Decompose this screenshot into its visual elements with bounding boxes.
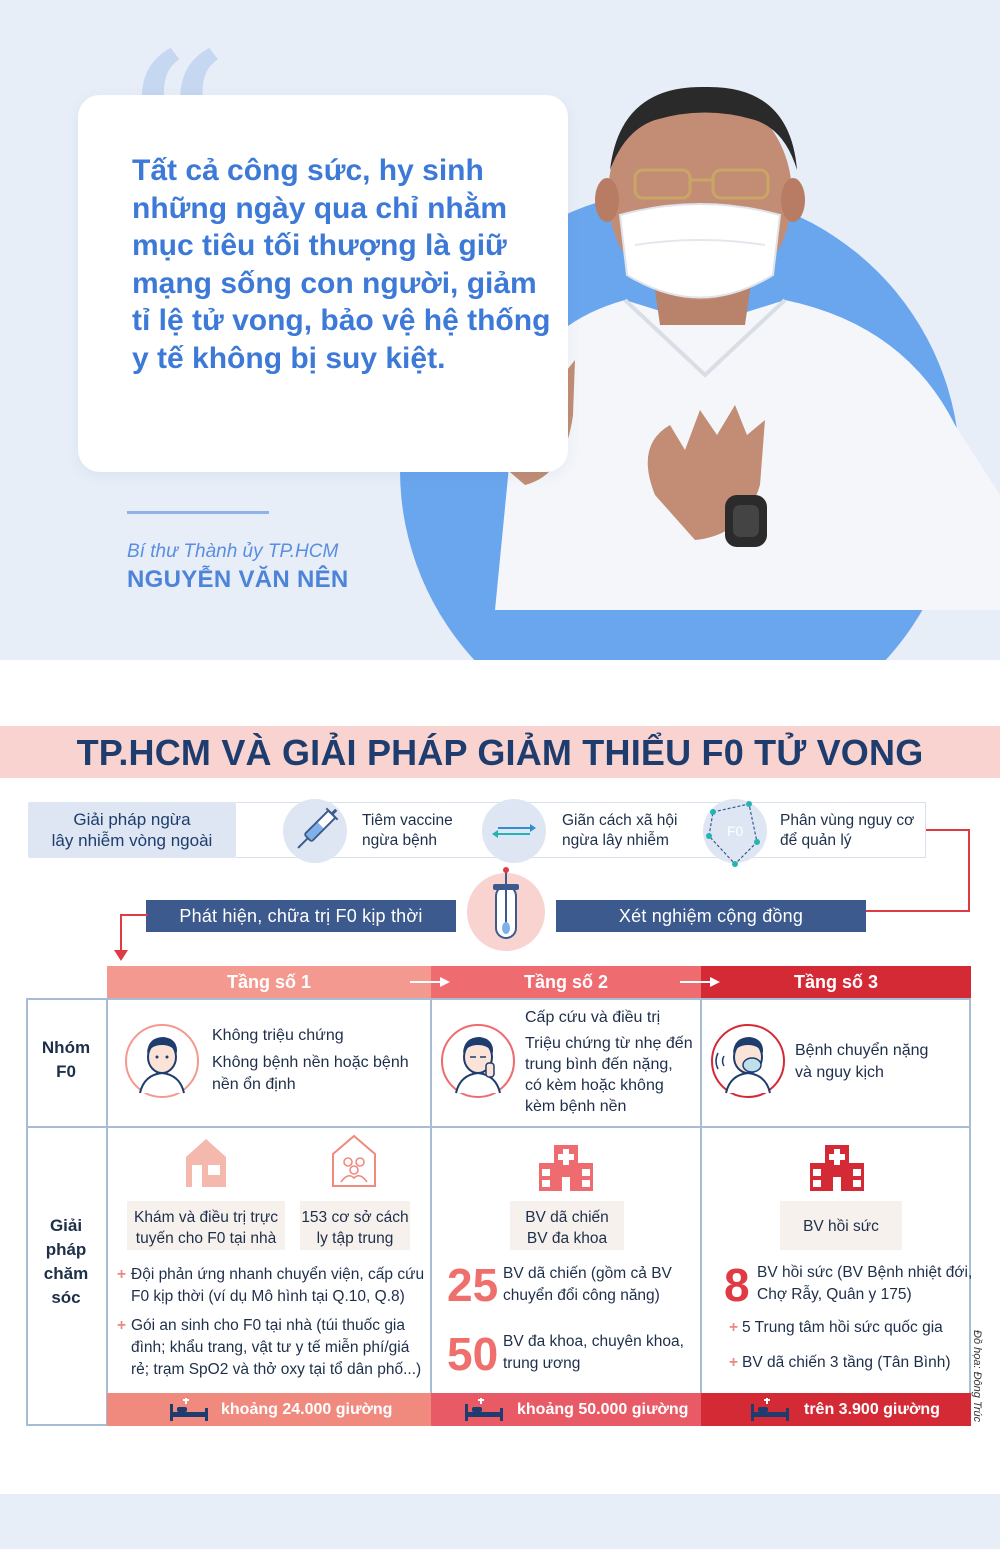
tier-1-bullet	[117, 1315, 426, 1381]
tier-1-bullet-line: Đội phản ứng nhanh chuyển viện, cấp cứu	[131, 1266, 425, 1283]
home-treatment-box	[127, 1201, 285, 1250]
tier-1-beds-text: khoảng 24.000 giường	[221, 1401, 393, 1418]
infographic-title: TP.HCM VÀ GIẢI PHÁP GIẢM THIỂU F0 TỬ VONG	[76, 732, 924, 773]
patient-mild-icon	[124, 1023, 200, 1099]
house-icon	[184, 1137, 228, 1189]
tier-1-bullet-line: Gói an sinh cho F0 tại nhà (túi thuốc gia	[131, 1317, 405, 1334]
row-label-care-line1: Giải	[49, 1216, 83, 1235]
vaccine-text	[362, 811, 453, 851]
bed-icon	[464, 1398, 504, 1422]
hospital-icon	[537, 1143, 595, 1191]
tier-3-facility-line1: BV hồi sức	[803, 1218, 879, 1235]
tier-3-beds-bar	[701, 1393, 971, 1426]
column-divider	[700, 998, 702, 1426]
isolation-line1: 153 cơ sở cách	[301, 1209, 409, 1226]
isolation-box	[300, 1201, 410, 1250]
tier-3-bullet	[729, 1317, 943, 1339]
field-hospital-line2: chuyển đổi công năng)	[503, 1287, 660, 1304]
isolation-facility-icon	[331, 1134, 377, 1188]
tier-1-f0-description	[212, 1025, 409, 1096]
tier-2-f0-line: trung bình đến nặng,	[525, 1056, 673, 1073]
row-label-care-line3: chăm	[43, 1264, 89, 1283]
zoning-line2: để quản lý	[780, 832, 852, 849]
tier-3-bullet	[729, 1352, 951, 1374]
tier-2-beds-bar	[431, 1393, 701, 1426]
vaccine-line1: Tiêm vaccine	[362, 812, 453, 829]
zoning-f0-label: F0	[727, 823, 744, 839]
prevention-label-line2: lây nhiễm vòng ngoài	[51, 831, 213, 850]
row-label-group	[26, 1036, 106, 1084]
tier-2-facility-box	[510, 1201, 624, 1250]
connector-line	[968, 829, 970, 912]
isolation-line2: ly tập trung	[316, 1230, 394, 1247]
general-hospital-count: 50	[447, 1328, 499, 1380]
tier-3-f0-line: và nguy kịch	[795, 1064, 884, 1081]
arrow-down-icon	[114, 950, 128, 962]
tier-1-bullet	[117, 1264, 426, 1308]
tier-1-bullet-line: F0 kịp thời (ví dụ Mô hình tại Q.10, Q.8)	[131, 1288, 405, 1305]
arrow-right-icon	[410, 975, 450, 989]
bed-icon	[750, 1398, 790, 1422]
tier-2-f0-line: Triệu chứng từ nhẹ đến	[525, 1035, 693, 1052]
connector-line	[866, 910, 970, 912]
tier-2-f0-line: Cấp cứu và điều trị	[525, 1009, 661, 1026]
plus-icon: +	[117, 1266, 127, 1283]
plus-icon: +	[729, 1319, 739, 1336]
community-testing-bar: Xét nghiệm cộng đồng	[556, 900, 866, 932]
patient-coughing-icon	[440, 1023, 516, 1099]
hospital-icon	[808, 1143, 866, 1191]
icu-hospital-line2: Chợ Rẫy, Quân y 175)	[757, 1286, 912, 1303]
tier-2-f0-description	[525, 1007, 693, 1117]
tier-3-bullet-line: 5 Trung tâm hồi sức quốc gia	[742, 1319, 943, 1336]
tier-3-facility-box	[780, 1201, 902, 1250]
connector-line	[926, 829, 970, 831]
column-divider	[430, 998, 432, 1426]
row-label-group-line2: F0	[56, 1062, 76, 1081]
connector-line	[120, 914, 122, 954]
vaccine-line2: ngừa bệnh	[362, 832, 438, 849]
tier-1-beds-bar	[107, 1393, 431, 1426]
tier-2-facility-line1: BV dã chiến	[525, 1209, 609, 1226]
tier-1-bullet-line: rẻ; trạm SpO2 và thở oxy tại tổ dân phố...)	[131, 1361, 422, 1378]
general-hospital-line2: trung ương	[503, 1355, 581, 1372]
zoning-line1: Phân vùng nguy cơ	[780, 812, 915, 829]
footer-band	[0, 1494, 1000, 1549]
test-tube-icon	[478, 866, 534, 946]
patient-critical-icon	[710, 1023, 786, 1099]
distancing-text	[562, 811, 677, 851]
tier-1-f0-line: Không triệu chứng	[212, 1027, 344, 1044]
distancing-arrows-icon	[482, 799, 546, 863]
arrow-right-icon	[680, 975, 720, 989]
quote-section	[0, 0, 1000, 660]
tier-3-f0-description	[795, 1040, 928, 1084]
tier-3-header: Tầng số 3	[701, 966, 971, 998]
general-hospital-text	[503, 1331, 684, 1375]
tier-3-bullet-line: BV dã chiến 3 tầng (Tân Bình)	[742, 1354, 951, 1371]
zoning-text	[780, 811, 914, 851]
zoning-map-icon	[697, 792, 777, 872]
tier-3-f0-line: Bệnh chuyển nặng	[795, 1042, 929, 1059]
tier-2-f0-line: có kèm hoặc không	[525, 1077, 664, 1094]
author-role: Bí thư Thành ủy TP.HCM	[127, 541, 339, 562]
plus-icon: +	[729, 1354, 739, 1371]
distancing-line1: Giãn cách xã hội	[562, 812, 678, 829]
tier-2-facility-line2: BV đa khoa	[526, 1230, 608, 1247]
icu-hospital-text	[757, 1262, 972, 1306]
tier-1-bullet-line: đình; khẩu trang, vật tư y tế miễn phí/giá	[131, 1339, 410, 1356]
row-label-care-line2: pháp	[45, 1240, 87, 1259]
divider	[127, 511, 269, 514]
icu-hospital-line1: BV hồi sức (BV Bệnh nhiệt đới,	[757, 1264, 973, 1281]
field-hospital-count: 25	[447, 1259, 499, 1311]
tier-1-header: Tầng số 1	[107, 966, 431, 998]
author-name: NGUYỄN VĂN NÊN	[127, 566, 349, 593]
tier-1-f0-line: Không bệnh nền hoặc bệnh	[212, 1054, 409, 1071]
home-treatment-line1: Khám và điều trị trực	[134, 1209, 278, 1226]
tier-1-f0-line: nền ổn định	[212, 1076, 296, 1093]
connector-line	[120, 914, 148, 916]
prevention-label	[28, 802, 236, 858]
tier-2-f0-line: kèm bệnh nền	[525, 1098, 627, 1115]
quote-text: Tất cả công sức, hy sinh những ngày qua chỉ nhằm mục tiêu tối thượng là giữ mạng sống con người, giảm tỉ lệ tử vong, bảo vệ hệ thống y tế không bị suy kiệt.	[132, 154, 551, 375]
row-label-care	[26, 1214, 106, 1310]
syringe-icon	[283, 799, 347, 863]
row-divider	[26, 1126, 971, 1128]
tier-2-header: Tầng số 2	[431, 966, 701, 998]
tier-3-beds-text: trên 3.900 giường	[804, 1401, 940, 1418]
row-label-care-line4: sóc	[51, 1288, 81, 1307]
plus-icon: +	[117, 1317, 127, 1334]
bed-icon	[169, 1398, 209, 1422]
field-hospital-text	[503, 1263, 672, 1307]
general-hospital-line1: BV đa khoa, chuyên khoa,	[503, 1333, 684, 1350]
prevention-label-line1: Giải pháp ngừa	[73, 810, 191, 829]
column-divider	[106, 998, 108, 1426]
icu-hospital-count: 8	[724, 1259, 750, 1311]
row-label-group-line1: Nhóm	[41, 1038, 91, 1057]
graphic-credit: Đồ họa: Đông Trúc	[971, 1330, 983, 1423]
distancing-line2: ngừa lây nhiễm	[562, 832, 669, 849]
field-hospital-line1: BV dã chiến (gồm cả BV	[503, 1265, 672, 1282]
detection-treatment-bar: Phát hiện, chữa trị F0 kịp thời	[146, 900, 456, 932]
tier-2-beds-text: khoảng 50.000 giường	[517, 1401, 689, 1418]
home-treatment-line2: tuyến cho F0 tại nhà	[135, 1230, 277, 1247]
